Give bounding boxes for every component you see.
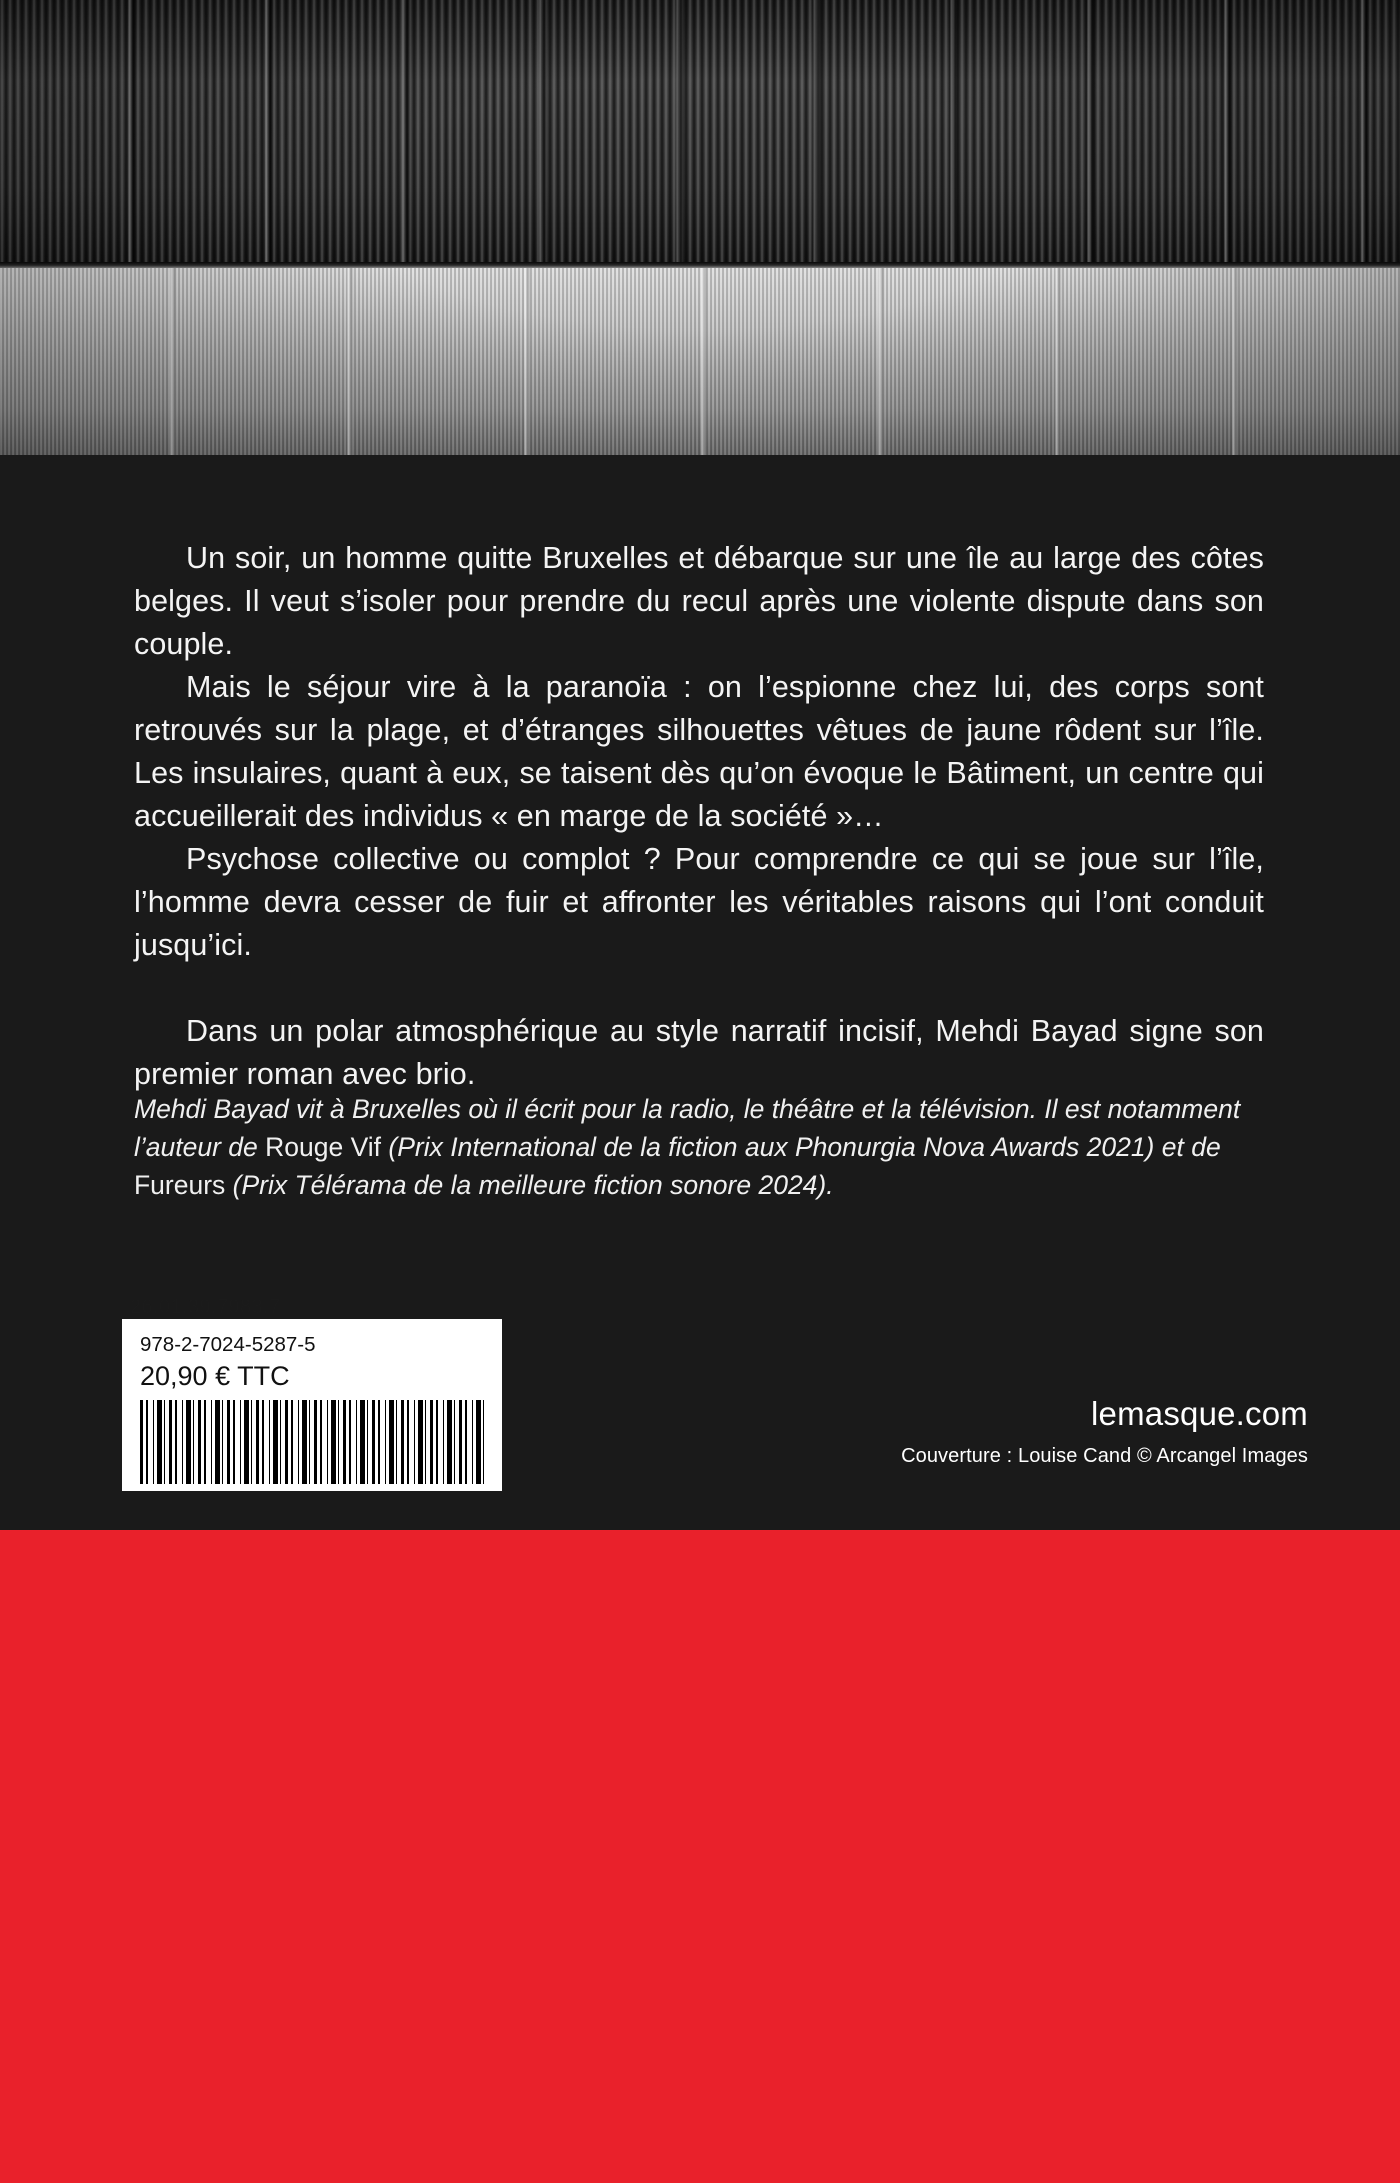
blurb-paragraph-2: Mais le séjour vire à la paranoïa : on l’espionne chez lui, des corps sont retrouvés sur la plage, et d’étranges silhouettes vêtues de jaune rôdent sur l’île. Les insulaires, quant à eux, se taisent dès qu’on évoque le Bâtiment, un centre qui accueillerait des individus « en marge de la société »…	[134, 670, 1264, 833]
blurb-text-block	[134, 537, 1264, 1096]
reference-code: 26.01.39.7983.7	[130, 1296, 281, 1318]
blurb-pitch: Dans un polar atmosphérique au style narratif incisif, Mehdi Bayad signe son premier roman avec brio.	[134, 1014, 1264, 1091]
price-label: 20,90 € TTC	[140, 1361, 290, 1391]
footer-red-band	[0, 1530, 1400, 2183]
bio-part-2: (Prix International de la fiction aux Phonurgia Nova Awards 2021) et de	[381, 1132, 1221, 1162]
isbn-number: 978-2-7024-5287-5	[140, 1333, 316, 1356]
barcode-bars	[140, 1400, 484, 1484]
blurb-paragraph-3: Psychose collective ou complot ? Pour comprendre ce qui se joue sur l’île, l’homme devra cesser de fuir et affronter les véritables raisons qui l’ont conduit jusqu’ici.	[134, 842, 1264, 962]
blurb-paragraph-1: Un soir, un homme quitte Bruxelles et débarque sur une île au large des côtes belges. Il veut s’isoler pour prendre du recul après une violente dispute dans son couple.	[134, 541, 1264, 661]
publisher-website[interactable]: lemasque.com	[1091, 1395, 1308, 1432]
author-biography	[134, 1090, 1264, 1204]
bio-part-1: Mehdi Bayad vit à Bruxelles où il écrit pour la radio, le théâtre et la télévision. Il est notamment l’auteur de	[134, 1094, 1241, 1162]
bio-title-fureurs: Fureurs	[134, 1170, 226, 1200]
cover-credit: Couverture : Louise Cand © Arcangel Images	[901, 1445, 1308, 1467]
barcode-block	[122, 1319, 502, 1491]
bio-part-3: (Prix Télérama de la meilleure fiction sonore 2024).	[225, 1170, 834, 1200]
bio-title-rouge-vif: Rouge Vif	[265, 1132, 382, 1162]
photo-upper-seams	[0, 0, 1400, 268]
cover-photograph	[0, 0, 1400, 455]
photo-lower-seams	[0, 268, 1400, 455]
